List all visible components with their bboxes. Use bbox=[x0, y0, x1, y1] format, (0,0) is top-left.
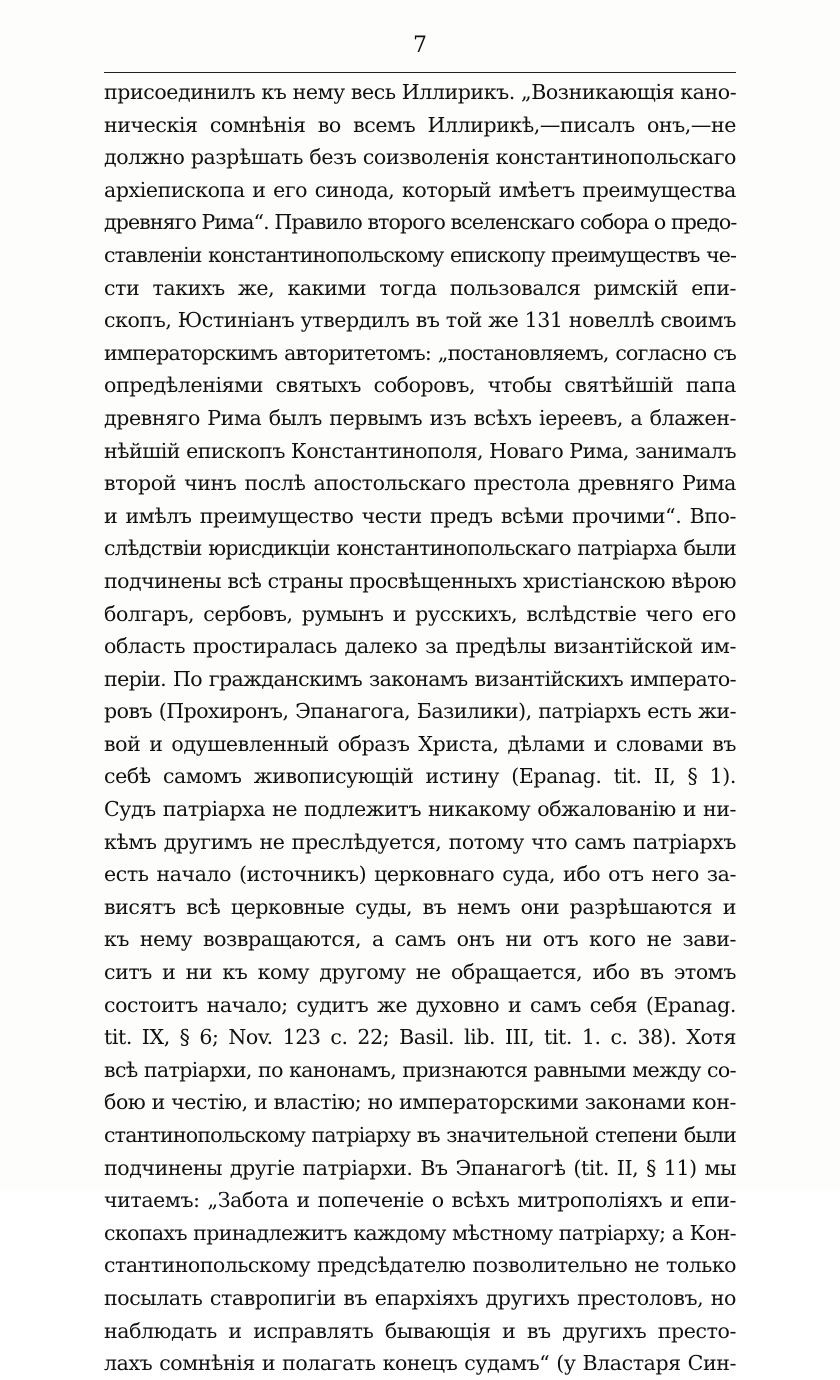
text-line: висятъ всѣ церковные суды, въ немъ они разрѣшаются и bbox=[104, 894, 736, 919]
body-text bbox=[104, 76, 736, 1380]
text-line: періи. По гражданскимъ законамъ византійскихъ императо- bbox=[104, 666, 736, 691]
text-line: должно разрѣшать безъ соизволенія константинопольскаго bbox=[104, 145, 736, 170]
text-line: посылать ставропигіи въ епархіяхъ другихъ престоловъ, но bbox=[104, 1285, 736, 1310]
text-line: скопъ, Юстиніанъ утвердилъ въ той же 131 новеллѣ своимъ bbox=[104, 308, 736, 333]
text-line: древняго Рима былъ первымъ изъ всѣхъ іереевъ, а блажен- bbox=[104, 405, 736, 430]
text-line: подчинены другіе патріархи. Въ Эпанагогѣ (tit. II, § 11) мы bbox=[104, 1155, 736, 1180]
text-line: императорскимъ авторитетомъ: „постановляемъ, согласно съ bbox=[104, 340, 736, 365]
text-line: есть начало (источникъ) церковнаго суда, ибо отъ него за- bbox=[104, 862, 736, 887]
text-line: tit. IX, § 6; Nov. 123 c. 22; Basil. lib. III, tit. 1. c. 38). Хотя bbox=[104, 1025, 736, 1050]
text-line: подчинены всѣ страны просвѣщенныхъ христіанскою вѣрою bbox=[104, 568, 736, 593]
text-line: нѣйшій епископъ Константинополя, Новаго Рима, занималъ bbox=[104, 438, 736, 463]
text-line: ническія сомнѣнія во всемъ Иллирикѣ,—писалъ онъ,—не bbox=[104, 112, 736, 137]
text-line: ставленіи константинопольскому епископу преимуществъ че- bbox=[104, 242, 736, 267]
text-line: всѣ патріархи, по канонамъ, признаются равными между со- bbox=[104, 1057, 736, 1082]
text-line: себѣ самомъ живописующій истину (Epanag. tit. II, § 1). bbox=[104, 764, 736, 789]
text-line: архіепископа и его синода, который имѣетъ преимущества bbox=[104, 177, 736, 202]
text-line: присоединилъ къ нему весь Иллирикъ. „Возникающія кано- bbox=[104, 80, 737, 104]
text-line: сти такихъ же, какими тогда пользовался римскій епи- bbox=[104, 275, 736, 300]
text-line: состоитъ начало; судитъ же духовно и самъ себя (Epanag. bbox=[104, 992, 736, 1017]
text-line: второй чинъ послѣ апостольскаго престола древняго Рима bbox=[104, 471, 736, 496]
text-line: Судъ патріарха не подлежитъ никакому обжалованію и ни- bbox=[104, 797, 736, 822]
text-line: опредѣленіями святыхъ соборовъ, чтобы святѣйшій папа bbox=[104, 373, 736, 398]
text-line: лахъ сомнѣнія и полагать конецъ судамъ“ (у Властаря Син- bbox=[104, 1351, 736, 1376]
text-line: стантинопольскому патріарху въ значительной степени были bbox=[104, 1123, 736, 1147]
page-number: 7 bbox=[413, 33, 427, 58]
text-line: наблюдать и исправлять бывающія и въ другихъ престо- bbox=[104, 1318, 736, 1343]
text-line: къ нему возвращаются, а самъ онъ ни отъ кого не зави- bbox=[104, 927, 736, 952]
text-line: читаемъ: „Забота и попеченіе о всѣхъ митрополіяхъ и епи- bbox=[104, 1188, 736, 1213]
text-line: область простиралась далеко за предѣлы византійской им- bbox=[104, 634, 736, 659]
text-line: болгаръ, сербовъ, румынъ и русскихъ, вслѣдствіе чего его bbox=[104, 601, 736, 626]
text-line: слѣдствіи юрисдикціи константинопольскаго патріарха были bbox=[104, 536, 736, 561]
header-rule bbox=[104, 72, 736, 73]
text-line: ровъ (Прохиронъ, Эпанагога, Базилики), патріархъ есть жи- bbox=[104, 699, 736, 724]
text-line: стантинопольскому предсѣдателю позволительно не только bbox=[104, 1253, 736, 1278]
text-line: вой и одушевленный образъ Христа, дѣлами и словами въ bbox=[104, 731, 736, 756]
text-line: кѣмъ другимъ не преслѣдуется, потому что самъ патріархъ bbox=[104, 829, 736, 854]
text-line: бою и честію, и властію; но императорскими законами кон- bbox=[104, 1090, 736, 1115]
text-line: ситъ и ни къ кому другому не обращается, ибо въ этомъ bbox=[104, 960, 736, 985]
text-line: скопахъ принадлежитъ каждому мѣстному патріарху; а Кон- bbox=[104, 1220, 736, 1245]
text-line: и имѣлъ преимущество чести предъ всѣми прочими“. Впо- bbox=[104, 503, 736, 528]
text-line: древняго Рима“. Правило второго вселенскаго собора о предо- bbox=[104, 210, 737, 235]
